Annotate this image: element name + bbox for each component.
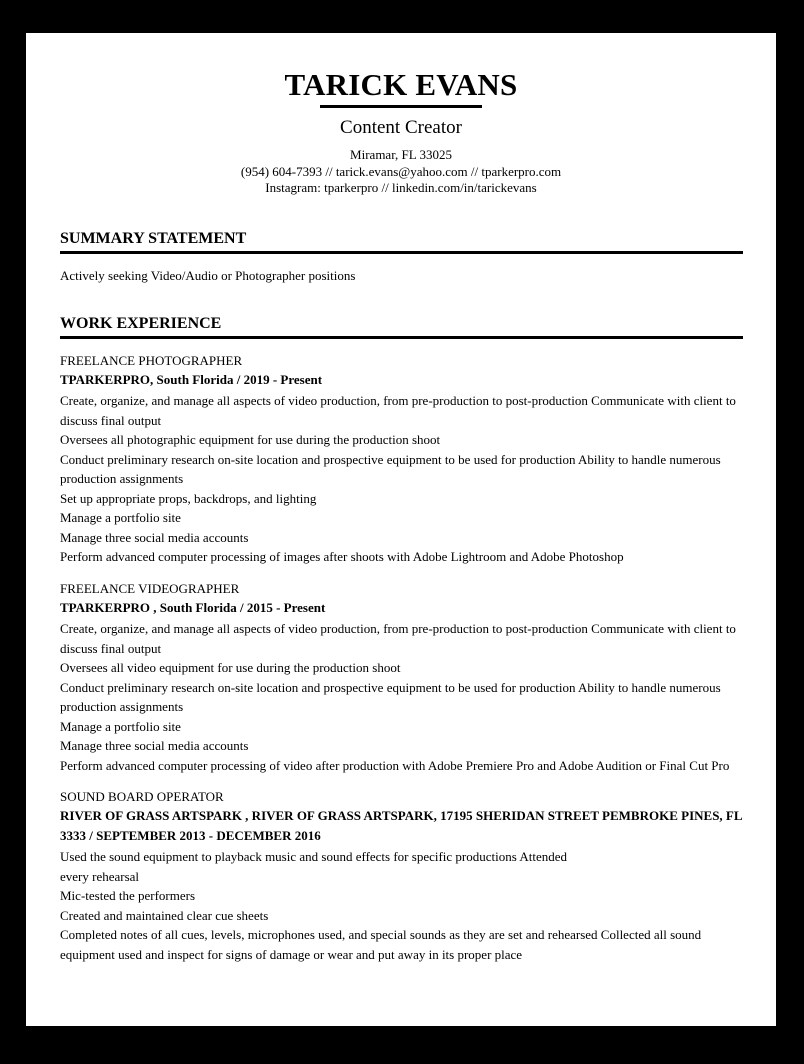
duty-item: Create, organize, and manage all aspects of video production, from pre-production to post-production Communicate with client to discuss final output <box>60 393 736 428</box>
duty-item: Manage three social media accounts <box>60 738 249 753</box>
duty-item: Perform advanced computer processing of video after production with Adobe Premiere Pro and Adobe Audition or Final Cut Pro <box>60 757 730 773</box>
job-duties <box>60 619 743 775</box>
work-experience-section <box>60 314 743 965</box>
candidate-name: TARICK EVANS <box>284 67 518 102</box>
duty-item: Created and maintained clear cue sheets <box>60 907 269 923</box>
summary-divider <box>60 251 743 254</box>
duty-item: Conduct preliminary research on-site location and prospective equipment to be used for production Ability to handle numerous production assignments <box>60 679 721 714</box>
job-company: TPARKERPRO, South Florida / 2019 - Present <box>60 371 323 387</box>
work-experience-heading: WORK EXPERIENCE <box>60 314 222 332</box>
duty-item: Oversees all video equipment for use during the production shoot <box>60 660 401 675</box>
duty-item: Manage three social media accounts <box>60 529 249 545</box>
job-duties <box>60 847 743 964</box>
duty-item: Manage a portfolio site <box>60 510 181 525</box>
duty-item: Perform advanced computer processing of images after shoots with Adobe Lightroom and Adobe Photoshop <box>60 549 624 564</box>
resume-header <box>26 33 776 197</box>
summary-text: Actively seeking Video/Audio or Photographer positions <box>60 267 356 283</box>
duty-item: Manage a portfolio site <box>60 718 181 734</box>
duty-item: Mic-tested the performers <box>60 888 196 903</box>
candidate-role: Content Creator <box>340 117 462 138</box>
job-company: RIVER OF GRASS ARTSPARK , RIVER OF GRASS ARTSPARK, 17195 SHERIDAN STREET PEMBROKE PINES, FL 3333 / SEPTEMBER 2013 - DECEMBER 2016 <box>60 808 742 843</box>
job-duties <box>60 391 743 567</box>
work-experience-divider <box>60 336 743 339</box>
job-title: FREELANCE VIDEOGRAPHER <box>60 580 240 596</box>
duty-item: Create, organize, and manage all aspects of video production, from pre-production to post-production Communicate with client to discuss final output <box>60 621 736 656</box>
summary-heading: SUMMARY STATEMENT <box>60 229 247 247</box>
job-company: TPARKERPRO , South Florida / 2015 - Present <box>60 599 326 615</box>
candidate-location: Miramar, FL 33025 <box>350 147 452 162</box>
duty-item: Conduct preliminary research on-site location and prospective equipment to be used for production Ability to handle numerous production assignments <box>60 451 721 486</box>
duty-item: Used the sound equipment to playback music and sound effects for specific productions Attended <box>60 849 567 864</box>
duty-item: Set up appropriate props, backdrops, and lighting <box>60 490 317 506</box>
candidate-contact: (954) 604-7393 // tarick.evans@yahoo.com // tparkerpro.com <box>240 163 562 179</box>
duty-item: Oversees all photographic equipment for use during the production shoot <box>60 432 441 447</box>
job-entry <box>60 352 743 567</box>
job-entry <box>60 788 743 964</box>
name-divider <box>320 105 482 108</box>
summary-section <box>60 229 743 285</box>
duty-item: every rehearsal <box>60 868 140 884</box>
candidate-social: Instagram: tparkerpro // linkedin.com/in/tarickevans <box>265 180 537 195</box>
resume-page <box>26 33 776 1026</box>
job-entry <box>60 580 743 776</box>
duty-item: Completed notes of all cues, levels, microphones used, and special sounds as they are set and rehearsed Collected all sound equipment used and inspect for signs of damage or wear and put away in its proper place <box>60 927 702 962</box>
job-title: FREELANCE PHOTOGRAPHER <box>60 352 243 368</box>
job-title: SOUND BOARD OPERATOR <box>60 789 224 804</box>
